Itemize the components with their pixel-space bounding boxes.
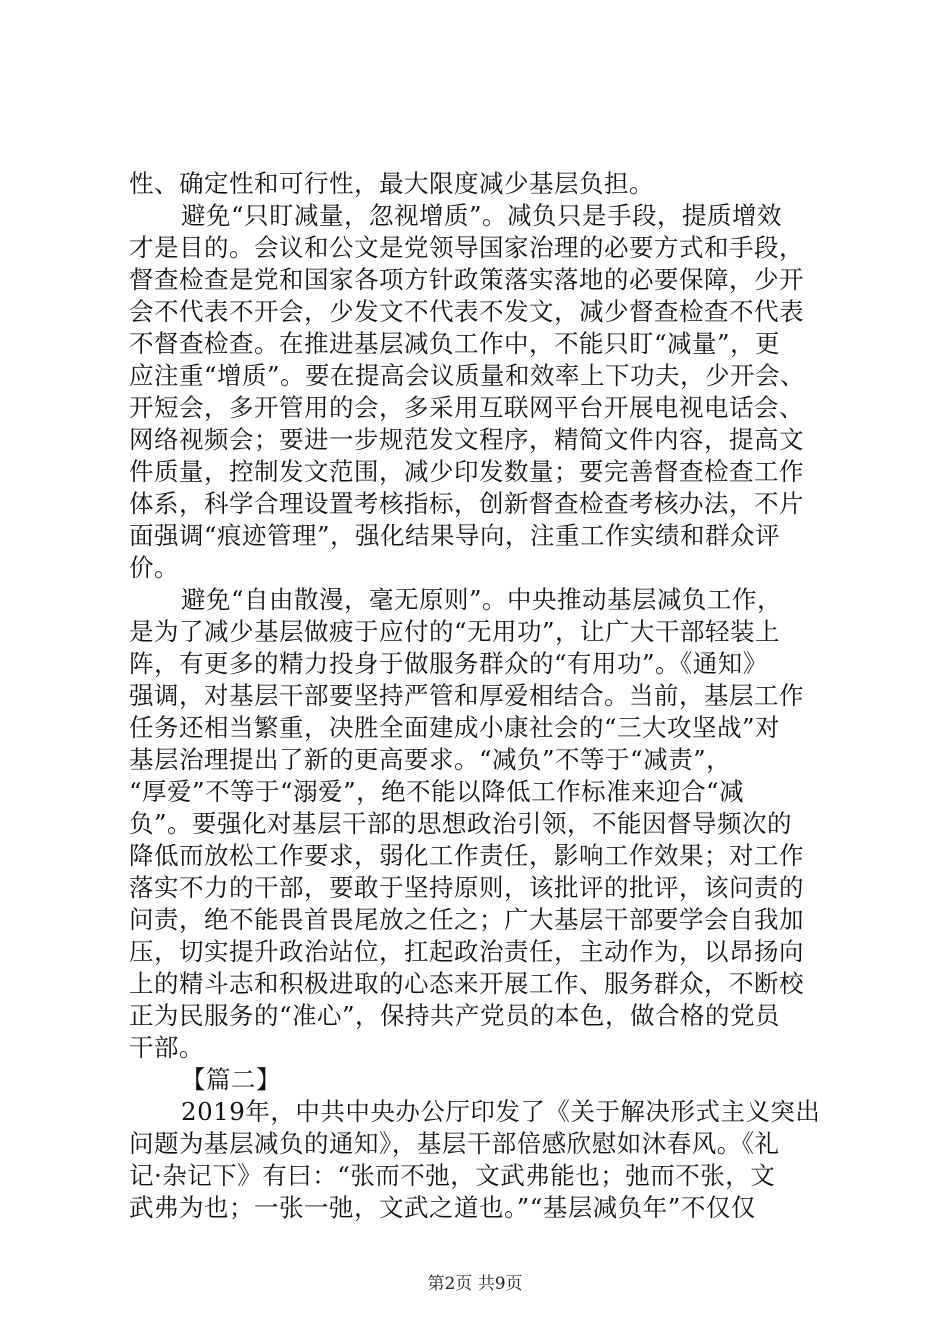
text-line: 正为民服务的“准心”，保持共产党员的本色，做合格的党员: [129, 1001, 781, 1030]
text-line: 网络视频会；要进一步规范发文程序，精简文件内容，提高文: [129, 425, 804, 454]
text-line: 上的精斗志和积极进取的心态来开展工作、服务群众，不断校: [129, 969, 804, 998]
paragraph-start-line: 避免“只盯减量，忽视增质”。减负只是手段，提质增效: [181, 201, 783, 230]
paragraph-start-line: 2019年，中共中央办公厅印发了《关于解决形式主义突出: [181, 1097, 821, 1126]
text-line: 不督查检查。在推进基层减负工作中，不能只盯“减量”，更: [129, 329, 781, 358]
text-line: 武弗为也；一张一弛，文武之道也。”“基层减负年”不仅仅: [129, 1193, 756, 1222]
text-line: 落实不力的干部，要敢于坚持原则，该批评的批评，该问责的: [129, 873, 804, 902]
text-line: 阵，有更多的精力投身于做服务群众的“有用功”。《通知》: [129, 649, 768, 678]
text-line: 才是目的。会议和公文是党领导国家治理的必要方式和手段，: [129, 233, 804, 262]
text-line: 干部。: [129, 1033, 204, 1062]
document-body: [129, 168, 831, 1224]
text-line: 开短会，多开管用的会，多采用互联网平台开展电视电话会、: [129, 393, 804, 422]
page-footer: 第2页 共9页: [427, 1274, 523, 1294]
text-line: 基层治理提出了新的更高要求。“减负”不等于“减责”，: [129, 745, 732, 774]
text-line: 降低而放松工作要求，弱化工作责任，影响工作效果；对工作: [129, 841, 804, 870]
text-line: 督查检查是党和国家各项方针政策落实落地的必要保障，少开: [129, 265, 804, 294]
text-line: 应注重“增质”。要在提高会议质量和效率上下功夫，少开会、: [129, 361, 806, 390]
text-line: 任务还相当繁重，决胜全面建成小康社会的“三大攻坚战”对: [129, 713, 781, 742]
text-line: 体系，科学合理设置考核指标，创新督查检查考核办法，不片: [129, 489, 804, 518]
text-line: 性、确定性和可行性，最大限度减少基层负担。: [129, 169, 654, 198]
text-line: 强调，对基层干部要坚持严管和厚爱相结合。当前，基层工作: [129, 681, 804, 710]
text-line: 问题为基层减负的通知》，基层干部倍感欣慰如沐春风。《礼: [129, 1129, 780, 1158]
text-line: 负”。要强化对基层干部的思想政治引领，不能因督导频次的: [129, 809, 793, 838]
text-line: 价。: [129, 553, 179, 582]
text-line: 件质量，控制发文范围，减少印发数量；要完善督查检查工作: [129, 457, 804, 486]
paragraph-start-line: 避免“自由散漫，毫无原则”。中央推动基层减负工作，: [181, 585, 783, 614]
text-line: 压，切实提升政治站位，扛起政治责任，主动作为，以昂扬向: [129, 937, 804, 966]
text-line: 会不代表不开会，少发文不代表不发文，减少督查检查不代表: [129, 297, 804, 326]
text-line: 问责，绝不能畏首畏尾放之任之；广大基层干部要学会自我加: [129, 905, 804, 934]
text-line: “厚爱”不等于“溺爱”，绝不能以降低工作标准来迎合“减: [129, 777, 745, 806]
text-line: 记·杂记下》有曰：“张而不弛，文武弗能也；弛而不张，文: [129, 1161, 776, 1190]
section-heading: 【篇二】: [181, 1065, 281, 1094]
text-line: 面强调“痕迹管理”，强化结果导向，注重工作实绩和群众评: [129, 521, 781, 550]
text-line: 是为了减少基层做疲于应付的“无用功”，让广大干部轻装上: [129, 617, 781, 646]
